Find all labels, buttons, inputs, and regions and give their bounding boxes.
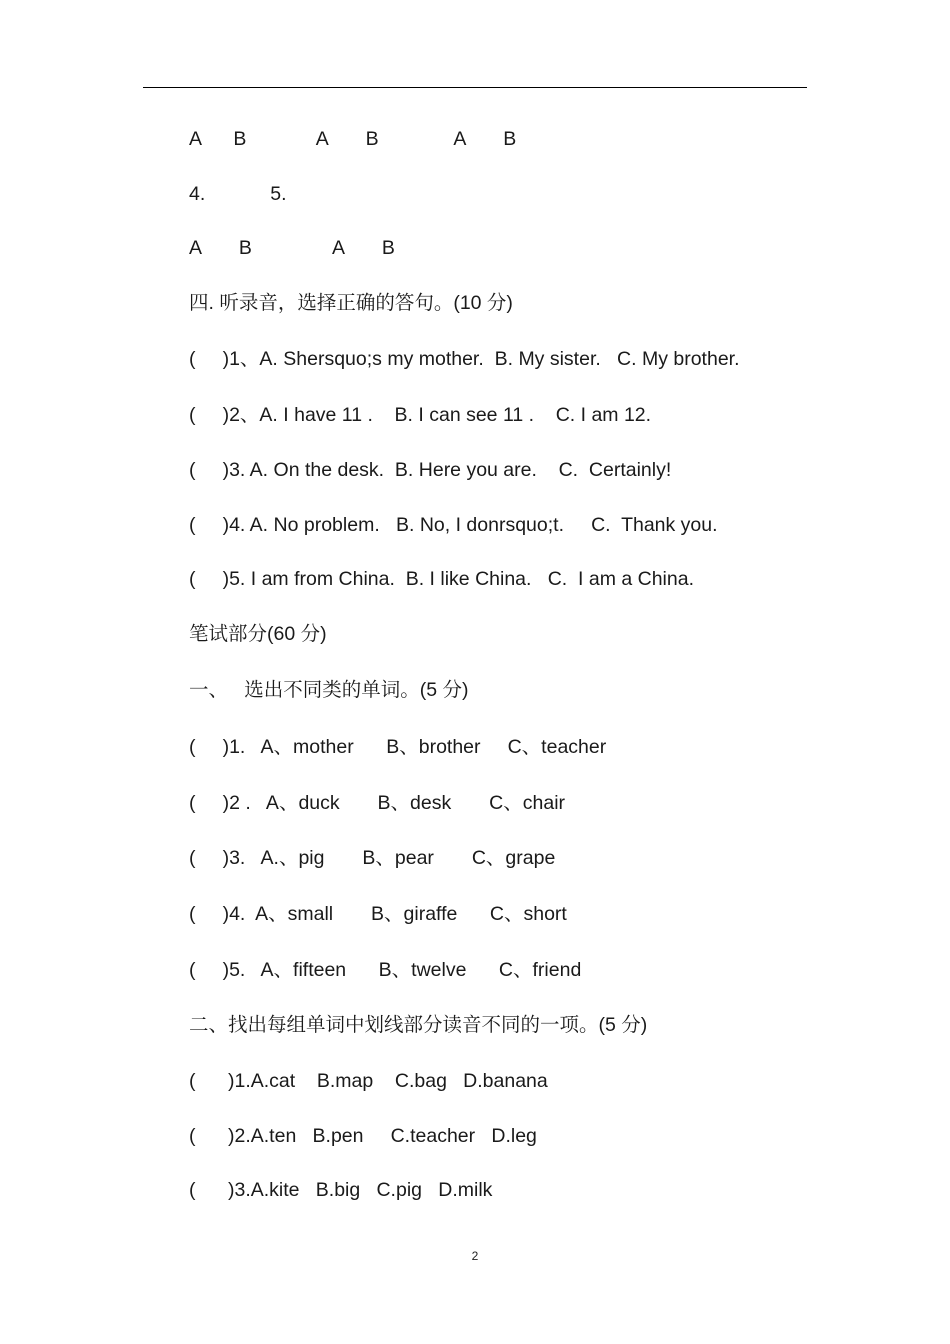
odd-one-out-question-3: ( )3. A.、pig B、pear C、grape xyxy=(189,847,556,869)
page-number: 2 xyxy=(471,1249,479,1263)
odd-one-out-question-5: ( )5. A、fifteen B、twelve C、friend xyxy=(189,959,582,981)
written-section-2-heading: 二、找出每组单词中划线部分读音不同的一项。(5 分) xyxy=(189,1014,648,1036)
header-rule xyxy=(143,87,807,88)
pronunciation-question-1: ( )1.A.cat B.map C.bag D.banana xyxy=(189,1070,548,1092)
pronunciation-question-2: ( )2.A.ten B.pen C.teacher D.leg xyxy=(189,1125,537,1147)
written-part-heading: 笔试部分(60 分) xyxy=(189,623,327,645)
picture-options-row-2: A B A B xyxy=(189,237,395,259)
listening-question-2: ( )2、A. I have 11 . B. I can see 11 . C. I am 12. xyxy=(189,404,652,426)
odd-one-out-question-4: ( )4. A、small B、giraffe C、short xyxy=(189,903,567,925)
picture-options-row-1: A B A B A B xyxy=(189,128,517,150)
listening-question-3: ( )3. A. On the desk. B. Here you are. C. Certainly! xyxy=(189,459,672,481)
section-4-heading: 四. 听录音，选择正确的答句。(10 分) xyxy=(189,292,513,314)
pronunciation-question-3: ( )3.A.kite B.big C.pig D.milk xyxy=(189,1179,493,1201)
odd-one-out-question-1: ( )1. A、mother B、brother C、teacher xyxy=(189,736,607,758)
odd-one-out-question-2: ( )2 . A、duck B、desk C、chair xyxy=(189,792,566,814)
written-section-1-heading: 一、 选出不同类的单词。(5 分) xyxy=(189,679,469,701)
listening-question-1: ( )1、A. Shersquo;s my mother. B. My sister. C. My brother. xyxy=(189,348,740,370)
listening-question-4: ( )4. A. No problem. B. No, I donrsquo;t. C. Thank you. xyxy=(189,514,718,536)
question-numbers-4-5: 4. 5. xyxy=(189,183,287,205)
listening-question-5: ( )5. I am from China. B. I like China. C. I am a China. xyxy=(189,568,695,590)
